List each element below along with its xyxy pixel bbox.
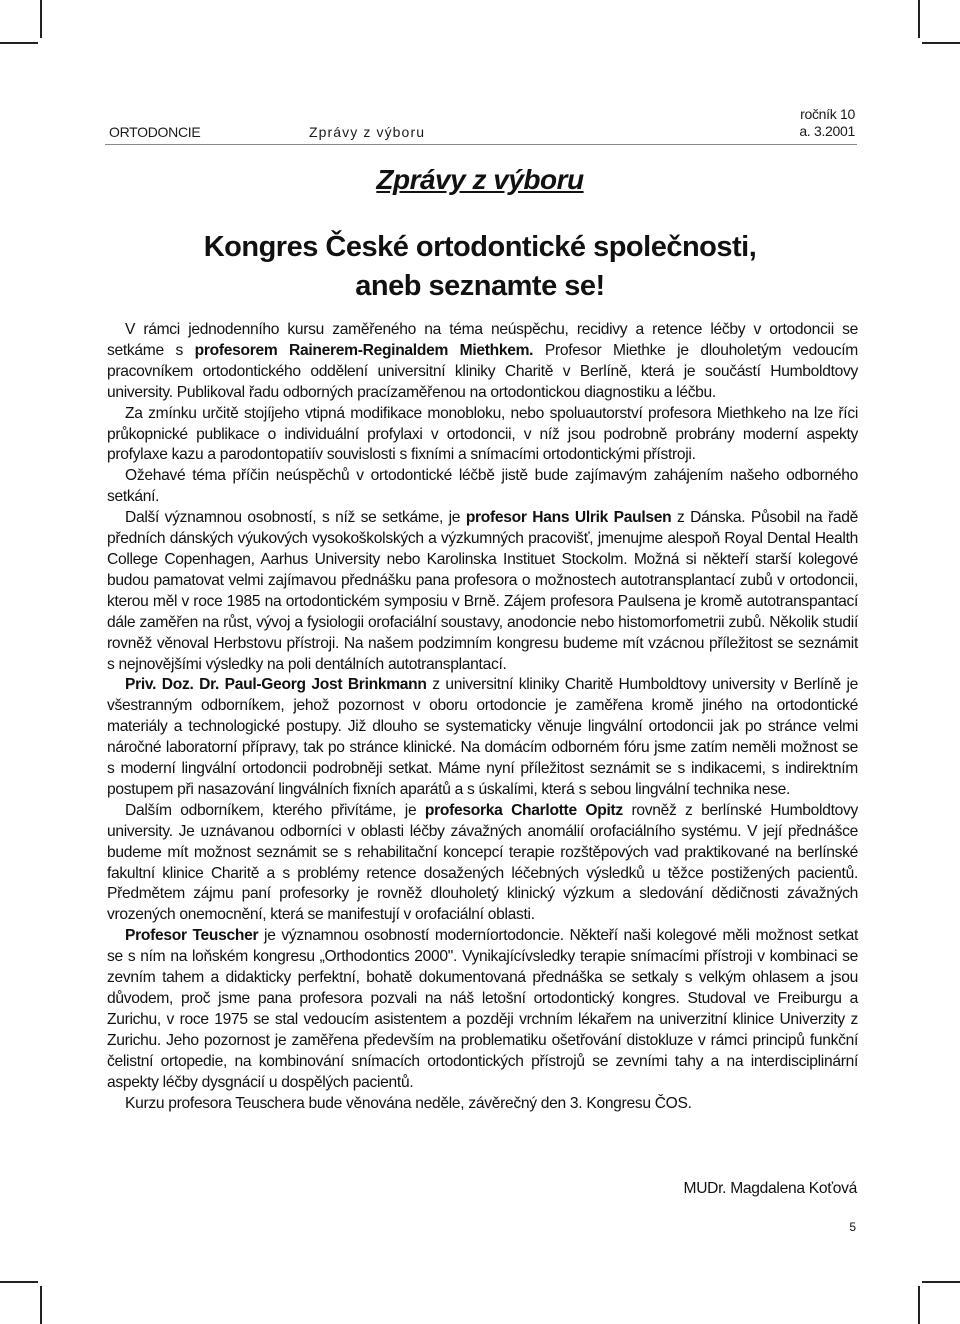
name-teuscher: Profesor Teuscher	[125, 927, 259, 945]
paragraph-4	[107, 508, 858, 675]
crop-mark-top-left-vertical	[40, 0, 42, 38]
article-title	[140, 228, 820, 306]
journal-name: ORTODONCIE	[109, 124, 201, 140]
article-body	[107, 320, 858, 1114]
issue-label: a. 3.2001	[799, 123, 855, 139]
paragraph-6-text-a: Dalším odborníkem, kterého přivítáme, je	[125, 801, 425, 819]
crop-mark-top-right-vertical	[918, 0, 920, 38]
page-number: 5	[849, 1220, 856, 1234]
crop-mark-top-right-horizontal	[922, 42, 960, 44]
paragraph-1-text-b: Profesor Miethke je dlouholetým vedoucím pracovníkem ortodontického oddělení universitní kliniky Charitě v Berlíně, která je součástí Humboldtovy university. Publikoval řadu odborných pracízaměřenou na ortodontickou diagnostiku a léčbu.	[107, 341, 858, 401]
article-title-line-1: Kongres České ortodontické společnosti,	[203, 231, 757, 263]
paragraph-7	[107, 926, 858, 1093]
section-title: Zprávy z výboru	[376, 164, 584, 195]
name-paulsen: profesor Hans Ulrik Paulsen	[465, 509, 672, 527]
paragraph-5-text: z universitní kliniky Charitě Humboldtovy university v Berlíně je všestranným odborníkem, jehož pozornost v oboru ortodoncie je zaměřena kromě jiného na ortodontické materiály a technologické postupy. Již dlouho se systematicky věnuje lingvální ortodoncii jak po stránce velmi náročné laboratorní přípravy, tak po stránce klinické. Na domácím odborném fóru jsme zatím neměli možnost se s moderní lingvální ortodoncii podrobněji setkat. Máme nyní příležitost seznámit se s indikacemi, s indirektním postupem při nasazování lingválních fixních aparátů a s úskalími, která s sebou lingvální technika nese.	[107, 676, 858, 798]
name-miethke: profesorem Rainerem-Reginaldem Miethkem.	[194, 341, 534, 359]
article-title-line-2: aneb seznamte se!	[355, 270, 605, 302]
paragraph-1	[107, 320, 858, 404]
paragraph-5	[107, 675, 858, 800]
volume-label: ročník 10	[800, 106, 855, 122]
crop-mark-top-left-horizontal	[0, 42, 38, 44]
crop-mark-bottom-left-vertical	[40, 1286, 42, 1324]
issue-info	[799, 106, 855, 140]
paragraph-6-text-b: rovněž z berlínské Humboldtovy university. Je uznávanou odborníci v oblasti léčby závažných anomálií orofaciálního systému. V její přednášce budeme mít možnost seznámit se s rehabilitační koncepcí terapie rozštěpových vad praktikované na berlínské fakultní klinice Charitě a s problémy retence dosažených léčebných výsledků u těžce postižených pacientů. Předmětem zájmu paní profesorky je rovněž dlouholetý klinický výzkum a sledování dědičnosti závažných vrozených onemocnění, která se manifestují v orofaciální oblasti.	[107, 801, 858, 924]
name-opitz: profesorka Charlotte Opitz	[424, 801, 623, 819]
crop-mark-bottom-left-horizontal	[0, 1281, 38, 1283]
paragraph-6	[107, 801, 858, 926]
running-header	[105, 104, 857, 145]
name-brinkmann: Priv. Doz. Dr. Paul-Georg Jost Brinkmann	[125, 676, 427, 694]
paragraph-1-text-a: V rámci jednodenního kursu zaměřeného na téma neúspěchu, recidivy a retence léčby v ortodoncii se setkáme s	[107, 321, 858, 359]
crop-mark-bottom-right-vertical	[918, 1286, 920, 1324]
paragraph-2: Za zmínku určitě stojíjeho vtipná modifikace monobloku, nebo spoluautorství profesora Miethkeho na lze říci průkopnické publikace o individuální profylaxi v ortodoncii, v níž jsou podrobně probrány moderní aspekty profylaxe kazu a parodontopatiív souvislosti s fixními a snímacími ortodontickými přístroji.	[107, 404, 858, 464]
author-signature: MUDr. Magdalena Koťová	[683, 1180, 857, 1197]
section-name: Zprávy z výboru	[309, 124, 426, 140]
crop-mark-bottom-right-horizontal	[922, 1281, 960, 1283]
paragraph-4-text-b: z Dánska. Působil na řadě předních dánských výukových vysokoškolských a výzkumných pracovišť, jmenujme alespoň Royal Dental Health College Copenhagen, Aarhus University nebo Karolinska Instituet Stockolm. Možná si někteří starší kolegové budou pamatovat velmi zajímavou přednášku pana profesora o možnostech autotransplantací zubů v ortodoncii, kterou měl v roce 1985 na ortodontickém symposiu v Brně. Zájem profesora Paulsena je kromě autotranspantací dále zaměřen na růst, vývoj a fysiologii orofaciální soustavy, anodoncie nebo histomorfometrii zubů. Několik studií rovněž věnoval Herbstovu přístroji. Na našem podzimním kongresu budeme mít vzácnou příležitost se seznámit s nejnovějšími výsledky na poli dentálních autotransplantací.	[107, 509, 858, 673]
paragraph-4-text-a: Další významnou osobností, s níž se setkáme, je	[125, 509, 466, 527]
paragraph-7-text: je významnou osobností moderníortodoncie. Někteří naši kolegové měli možnost setkat se s ním na loňském kongresu „Orthodontics 2000". Vynikajícívsledky terapie snímacími přístroji v kombinaci se zevním tahem a didakticky perfektní, bohatě dokumentovaná přednáška se setkaly s velkým ohlasem a jsou důvodem, proč jsme pana profesora pozvali na náš letošní ortodontický kongres. Studoval ve Freiburgu a Zurichu, v roce 1975 se stal vedoucím asistentem a později vrchním lékařem na univerzitní klinice Univerzity z Zurichu. Jeho pozornost je zaměřena především na problematiku ošetřování distokluze v rámci principů funkční čelistní ortopedie, na kombinování snímacích ortodontických přístrojů se zevními tahy a na interdisciplinární aspekty léčby dysgnácií u dospělých pacientů.	[107, 927, 858, 1091]
paragraph-3: Ožehavé téma příčin neúspěchů v ortodontické léčbě jistě bude zajímavým zahájením našeho odborného setkání.	[107, 467, 858, 506]
paragraph-8: Kurzu profesora Teuschera bude věnována neděle, závěrečný den 3. Kongresu ČOS.	[125, 1094, 692, 1112]
